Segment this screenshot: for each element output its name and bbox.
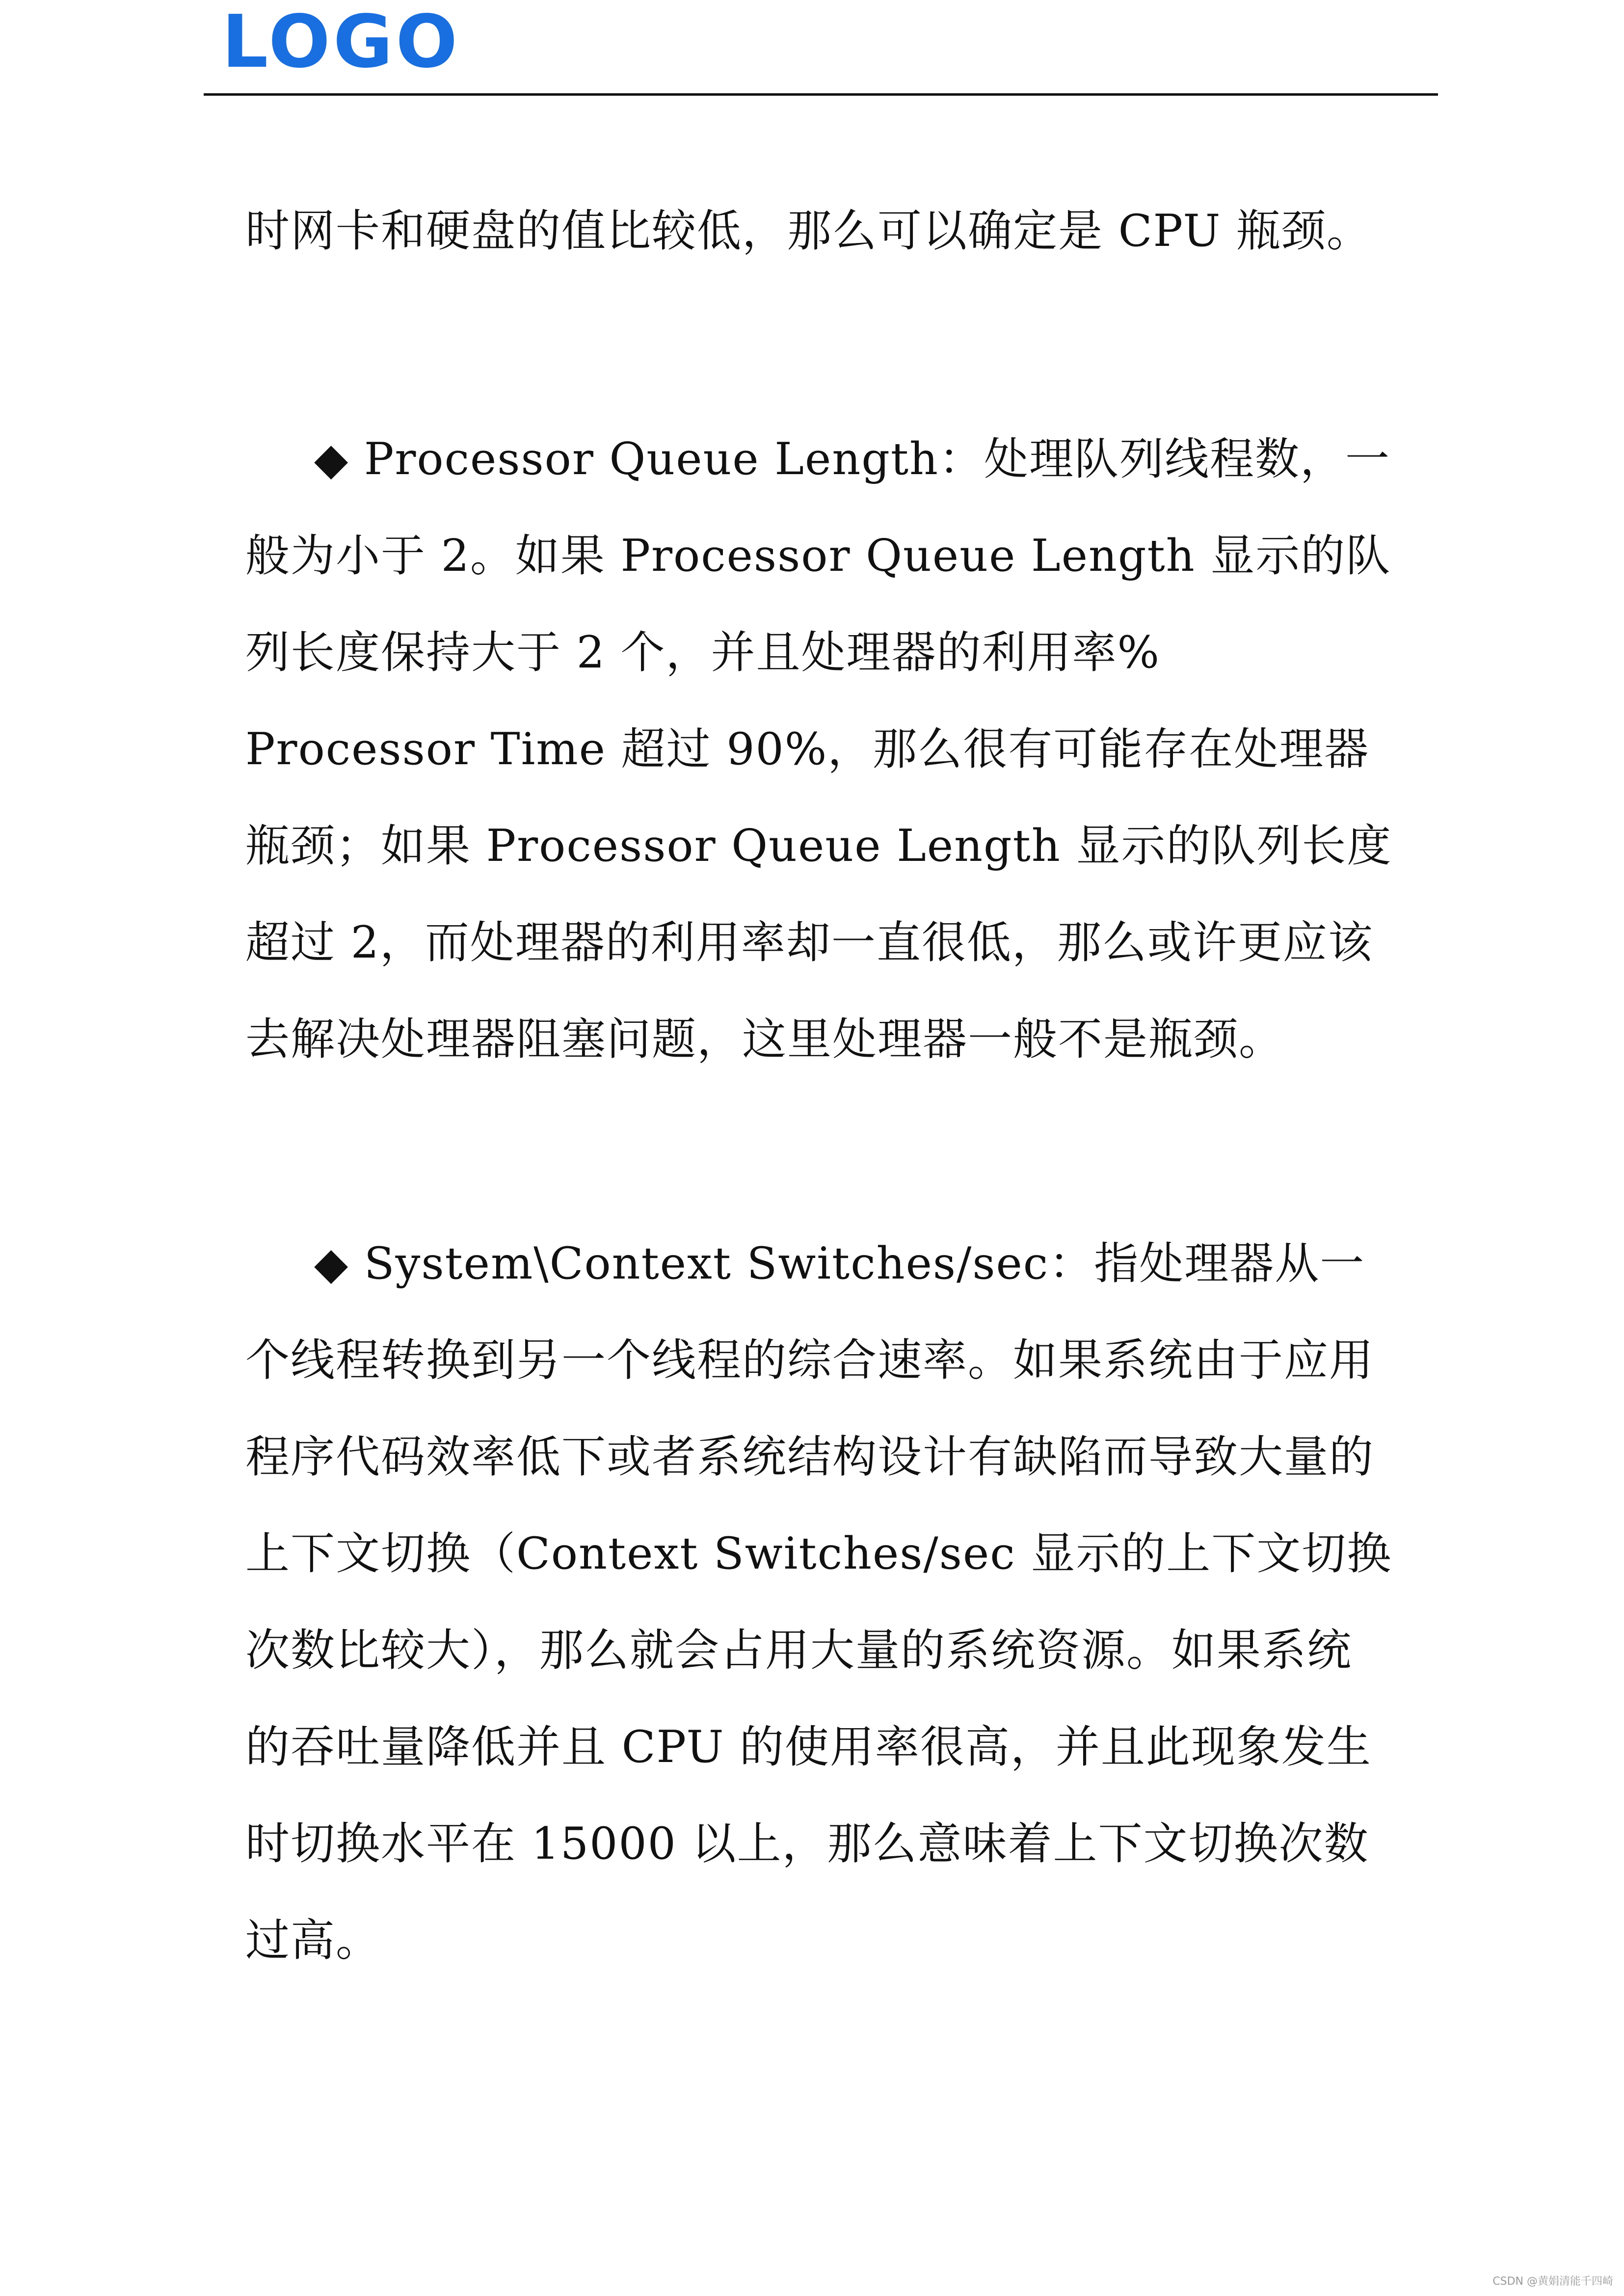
logo: LOGO [222,0,461,84]
paragraph [245,183,1394,279]
watermark: CSDN @黄娟清能千四崎 [1492,2275,1613,2288]
bullet-paragraph-processor-queue [245,411,1394,1088]
diamond-bullet-icon: ◆ [314,1238,349,1289]
diamond-bullet-icon: ◆ [314,433,349,485]
paragraph-text: System\Context Switches/sec：指处理器从一个线程转换到另一个线程的综合速率。如果系统由于应用程序代码效率低下或者系统结构设计有缺陷而导致大量的上下文切换（Context Switches/sec 显示的上下文切换次数比较大），那么就会占用大量的系统资源。如果系统的吞吐量降低并且 CPU 的使用率很高，并且此现象发生时切换水平在 15000 以上，那么意味着上下文切换次数过高。 [245,1238,1392,1966]
bullet-paragraph-context-switches [245,1215,1394,1989]
header-divider [204,93,1438,96]
paragraph-text: 时网卡和硬盘的值比较低，那么可以确定是 CPU 瓶颈。 [245,205,1372,257]
paragraph-text: Processor Queue Length：处理队列线程数，一般为小于 2。如果 Processor Queue Length 显示的队列长度保持大于 2 个，并且处理器的利用率% Processor Time 超过 90%，那么很有可能存在处理器瓶颈；如果 Processor Queue Length 显示的队列长度超过 2，而处理器的利用率却一直很低，那么或许更应该去解决处理器阻塞问题，这里处理器一般不是瓶颈。 [245,433,1392,1065]
